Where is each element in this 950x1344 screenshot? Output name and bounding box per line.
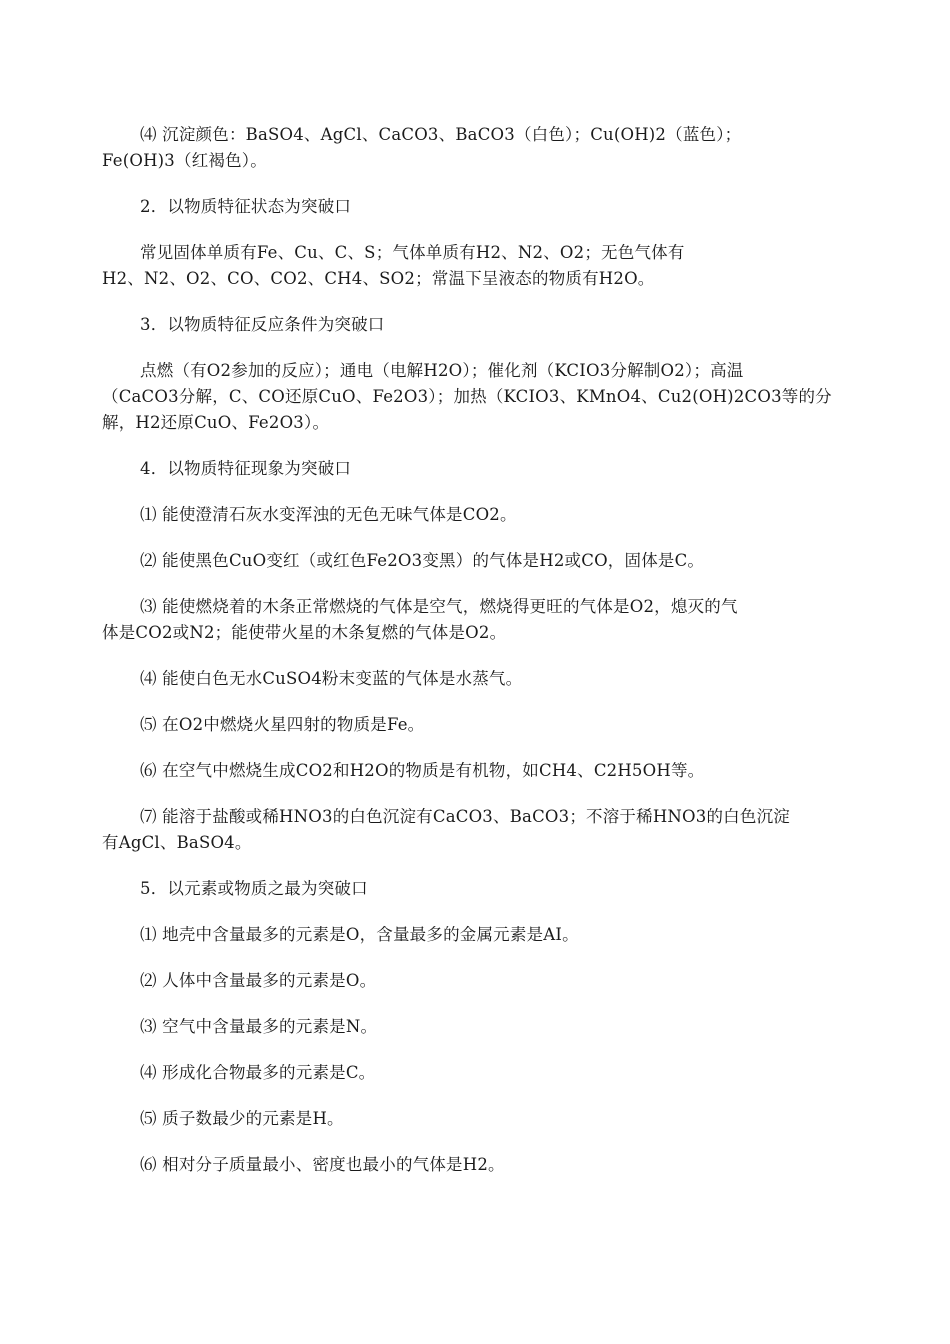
paragraph-line: 解，H2还原CuO、Fe2O3）。: [102, 413, 330, 432]
list-item-5-5: [102, 1106, 832, 1132]
paragraph-line: H2、N2、O2、CO、CO2、CH4、SO2；常温下呈液态的物质有H2O。: [102, 269, 655, 288]
paragraph-line: （CaCO3分解，C、CO还原CuO、Fe2O3）；加热（KCIO3、KMnO4、Cu2(OH)2CO3等的分: [102, 387, 832, 406]
paragraph-line: 常见固体单质有Fe、Cu、C、S；气体单质有H2、N2、O2；无色气体有: [140, 243, 685, 262]
list-item-5-4: [102, 1060, 832, 1086]
paragraph-line: 体是CO2或N2；能使带火星的木条复燃的气体是O2。: [102, 623, 507, 642]
paragraph-line: ⑴ 能使澄清石灰水变浑浊的无色无味气体是CO2。: [140, 505, 517, 524]
section-heading-3: [102, 312, 832, 338]
paragraph-line: ⑶ 空气中含量最多的元素是N。: [140, 1017, 378, 1036]
paragraph-line: ⑷ 形成化合物最多的元素是C。: [140, 1063, 376, 1082]
list-item-4-2: [102, 548, 832, 574]
paragraph-precipitate-colors: [102, 122, 832, 174]
paragraph-reaction-conditions: [102, 358, 832, 436]
section-heading-4: [102, 456, 832, 482]
paragraph-line: ⑺ 能溶于盐酸或稀HNO3的白色沉淀有CaCO3、BaCO3；不溶于稀HNO3的白色沉淀: [140, 807, 790, 826]
paragraph-line: ⑷ 沉淀颜色：BaSO4、AgCl、CaCO3、BaCO3（白色）；Cu(OH)2（蓝色）；: [140, 125, 742, 144]
list-item-4-3: [102, 594, 832, 646]
paragraph-line: ⑸ 在O2中燃烧火星四射的物质是Fe。: [140, 715, 425, 734]
paragraph-line: ⑵ 能使黑色CuO变红（或红色Fe2O3变黑）的气体是H2或CO，固体是C。: [140, 551, 705, 570]
paragraph-line: ⑸ 质子数最少的元素是H。: [140, 1109, 344, 1128]
list-item-4-6: [102, 758, 832, 784]
paragraph-line: ⑹ 相对分子质量最小、密度也最小的气体是H2。: [140, 1155, 505, 1174]
paragraph-line: ⑷ 能使白色无水CuSO4粉末变蓝的气体是水蒸气。: [140, 669, 523, 688]
heading-text: 4．以物质特征现象为突破口: [140, 459, 352, 478]
list-item-5-6: [102, 1152, 832, 1178]
section-heading-2: [102, 194, 832, 220]
list-item-5-1: [102, 922, 832, 948]
paragraph-states: [102, 240, 832, 292]
document-body: [102, 122, 832, 1198]
paragraph-line: 点燃（有O2参加的反应）；通电（电解H2O）；催化剂（KCIO3分解制O2）；高温: [140, 361, 744, 380]
list-item-5-3: [102, 1014, 832, 1040]
list-item-5-2: [102, 968, 832, 994]
heading-text: 3．以物质特征反应条件为突破口: [140, 315, 385, 334]
paragraph-line: 有AgCl、BaSO4。: [102, 833, 252, 852]
list-item-4-1: [102, 502, 832, 528]
paragraph-line: Fe(OH)3（红褐色）。: [102, 151, 267, 170]
heading-text: 5．以元素或物质之最为突破口: [140, 879, 368, 898]
paragraph-line: ⑵ 人体中含量最多的元素是O。: [140, 971, 377, 990]
heading-text: 2．以物质特征状态为突破口: [140, 197, 352, 216]
list-item-4-4: [102, 666, 832, 692]
paragraph-line: ⑶ 能使燃烧着的木条正常燃烧的气体是空气，燃烧得更旺的气体是O2，熄灭的气: [140, 597, 738, 616]
section-heading-5: [102, 876, 832, 902]
list-item-4-5: [102, 712, 832, 738]
paragraph-line: ⑹ 在空气中燃烧生成CO2和H2O的物质是有机物，如CH4、C2H5OH等。: [140, 761, 705, 780]
list-item-4-7: [102, 804, 832, 856]
paragraph-line: ⑴ 地壳中含量最多的元素是O，含量最多的金属元素是AI。: [140, 925, 579, 944]
